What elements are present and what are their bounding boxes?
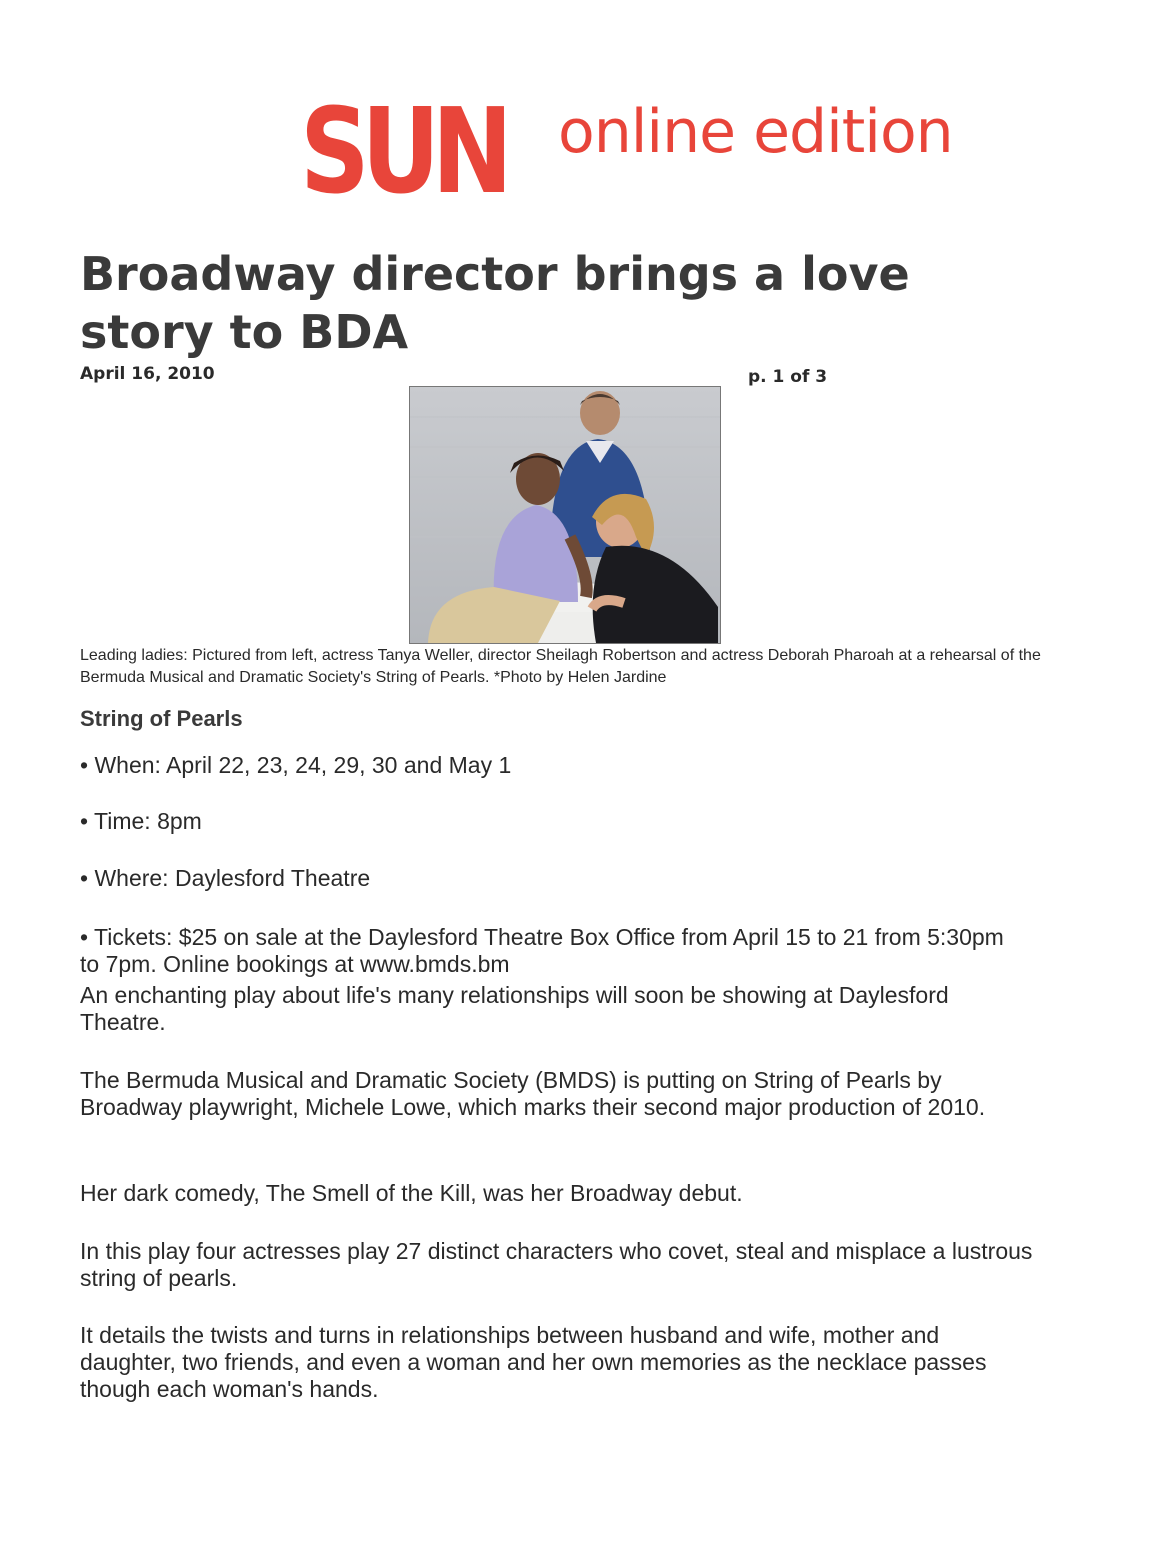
paragraph: The Bermuda Musical and Dramatic Society (BMDS) is putting on String of Pearls by Broadway playwright, Michele Lowe, which marks their second major production of 2010. — [80, 1067, 986, 1120]
sun-logo: SUN — [300, 82, 505, 220]
detail-time: • Time: 8pm — [80, 808, 202, 834]
paragraph: An enchanting play about life's many relationships will soon be showing at Daylesford Theatre. — [80, 982, 949, 1035]
page-number: p. 1 of 3 — [748, 367, 828, 387]
paragraph: In this play four actresses play 27 distinct characters who covet, steal and misplace a lustrous string of pearls. — [80, 1238, 1033, 1291]
detail-when: • When: April 22, 23, 24, 29, 30 and May 1 — [80, 752, 512, 778]
detail-tickets: • Tickets: $25 on sale at the Daylesford Theatre Box Office from April 15 to 21 from 5:30pm to 7pm. Online bookings at www.bmds.bm — [80, 924, 1004, 977]
paragraph: Her dark comedy, The Smell of the Kill, was her Broadway debut. — [80, 1180, 743, 1206]
article-headline: Broadway director brings a love story to BDA — [80, 247, 910, 359]
paragraph: It details the twists and turns in relationships between husband and wife, mother and daughter, two friends, and even a woman and her own memories as the necklace passes though each woman's hands. — [80, 1322, 987, 1402]
masthead — [300, 82, 980, 220]
detail-where: • Where: Daylesford Theatre — [80, 865, 371, 891]
rehearsal-photo — [409, 386, 721, 644]
section-title: String of Pearls — [80, 706, 243, 731]
article-date: April 16, 2010 — [80, 364, 215, 384]
photo-caption: Leading ladies: Pictured from left, actress Tanya Weller, director Sheilagh Robertson and actress Deborah Pharoah at a rehearsal of the Bermuda Musical and Dramatic Society's String of Pearls. *Photo by Helen Jardine — [80, 647, 1041, 686]
edition-label: online edition — [558, 97, 953, 167]
